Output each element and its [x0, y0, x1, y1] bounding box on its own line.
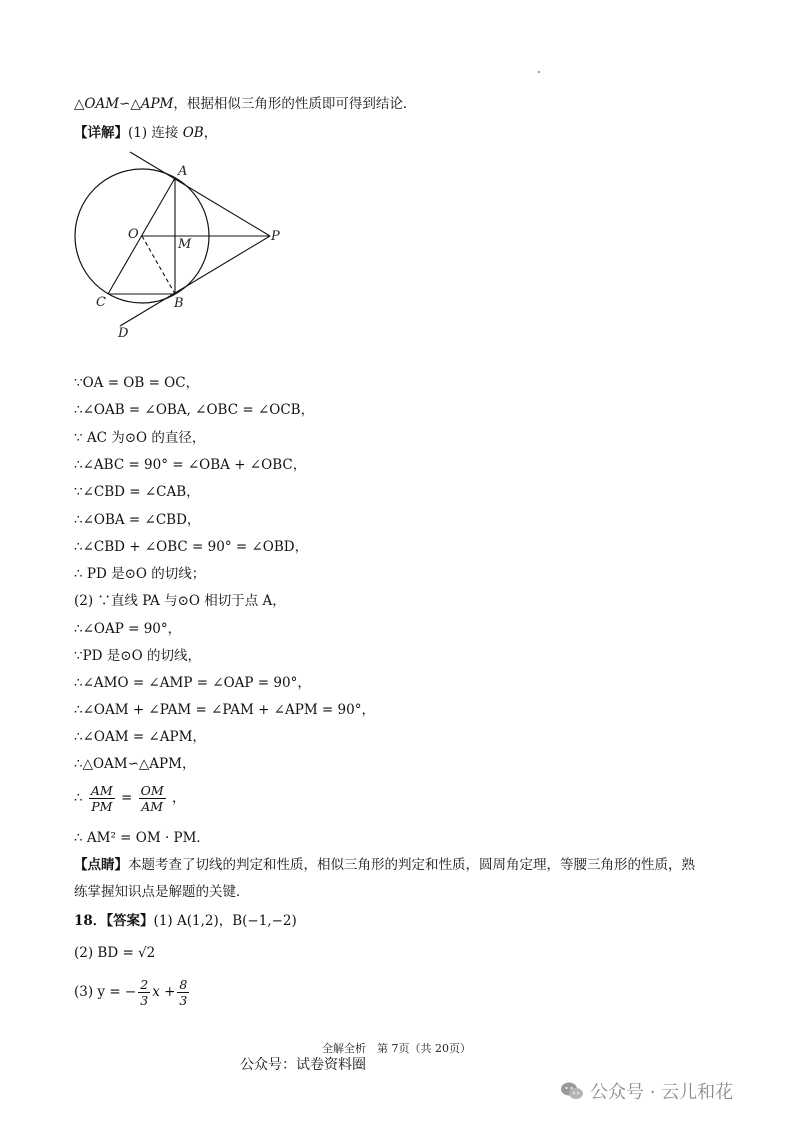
q18-a3-mid: x +	[152, 984, 176, 1000]
fraction-numerator: OM	[140, 783, 164, 798]
step-line: ∴∠OAM = ∠APM，	[74, 729, 206, 745]
fraction-numerator: 8	[179, 977, 188, 992]
comment-text-1: 本题考查了切线的判定和性质，相似三角形的判定和性质，圆周角定理，等腰三角形的性质，熟	[128, 857, 695, 873]
label-d: D	[118, 326, 129, 341]
label-c: C	[96, 295, 106, 310]
intro-line	[74, 95, 416, 113]
line-pa	[130, 152, 270, 236]
fraction-8-3	[177, 977, 189, 1008]
step-line: ∴∠OAM + ∠PAM = ∠PAM + ∠APM = 90°，	[74, 702, 375, 718]
brand-text: 公众号：试卷资料圈	[240, 1057, 366, 1073]
label-b: B	[174, 296, 184, 311]
fraction-om-am	[139, 783, 166, 814]
watermark-text: 公众号 · 云儿和花	[590, 1082, 734, 1103]
fraction-numerator: AM	[90, 783, 113, 798]
wechat-icon	[560, 1081, 584, 1101]
q18-number: 18．	[74, 913, 107, 929]
ratio-prefix: ∴	[74, 790, 83, 806]
intro-math: △OAM∽△APM	[74, 96, 174, 112]
fraction-denominator: AM	[141, 799, 164, 814]
step-line: ∵PD 是⊙O 的切线，	[74, 648, 201, 664]
step-line: ∴∠CBD + ∠OBC = 90° = ∠OBD，	[74, 539, 309, 555]
label-p: P	[271, 229, 280, 244]
q18-answer-2: (2) BD = √2	[74, 945, 156, 961]
step-line: (2) ∵直线 PA 与⊙O 相切于点 A，	[74, 593, 286, 609]
step-line: ∴ PD 是⊙O 的切线；	[74, 566, 206, 582]
step-line: ∵∠CBD = ∠CAB，	[74, 484, 200, 500]
fraction-am-pm	[89, 783, 115, 814]
detail-tag: 【详解】	[74, 125, 128, 141]
step-line: ∵ AC 为⊙O 的直径，	[74, 430, 206, 446]
detail-line	[74, 124, 217, 142]
page-footer: 全解全析 第 7页（共 20页）	[322, 1042, 471, 1055]
detail-ob: OB	[182, 125, 204, 141]
fraction-denominator: PM	[91, 799, 113, 814]
fraction-denominator: 3	[140, 993, 149, 1008]
q18-a3-prefix: (3) y = −	[74, 984, 137, 1000]
q18-answer-1: (1) A(1,2)，B(−1,−2)	[153, 913, 297, 929]
line-pd	[120, 236, 270, 326]
intro-text: ，根据相似三角形的性质即可得到结论．	[173, 96, 417, 112]
comment-line-1	[74, 856, 695, 874]
fraction-2-3	[138, 977, 150, 1008]
detail-text: (1) 连接	[128, 125, 183, 141]
geometry-figure	[60, 145, 300, 345]
step-line: ∴△OAM∽△APM，	[74, 756, 196, 772]
step-line: ∴∠OAB = ∠OBA, ∠OBC = ∠OCB，	[74, 402, 315, 418]
fraction-denominator: 3	[179, 993, 188, 1008]
line-ob-dashed	[142, 236, 175, 294]
watermark	[560, 1078, 733, 1104]
step-line: ∴∠OBA = ∠CBD，	[74, 512, 201, 528]
comment-tag: 【点睛】	[74, 857, 128, 873]
q18-answer-3	[74, 974, 191, 1010]
label-o: O	[128, 227, 139, 242]
detail-comma: ，	[203, 125, 218, 141]
final-step: ∴ AM² = OM · PM．	[74, 830, 210, 846]
ratio-line	[74, 782, 185, 814]
fraction-numerator: 2	[140, 977, 149, 992]
step-line: ∴∠OAP = 90°，	[74, 621, 182, 637]
q18-answer-line	[74, 912, 297, 930]
comment-line-2: 练掌握知识点是解题的关键．	[74, 884, 250, 900]
label-a: A	[178, 164, 188, 179]
scan-dot	[538, 71, 540, 73]
step-line: ∴∠ABC = 90° = ∠OBA + ∠OBC，	[74, 457, 307, 473]
ratio-suffix: ，	[171, 790, 186, 806]
step-line: ∴∠AMO = ∠AMP = ∠OAP = 90°，	[74, 675, 311, 691]
ratio-equals: =	[121, 790, 133, 806]
label-m: M	[178, 237, 192, 252]
step-line: ∵OA = OB = OC，	[74, 375, 200, 391]
q18-tag: 【答案】	[106, 913, 154, 929]
